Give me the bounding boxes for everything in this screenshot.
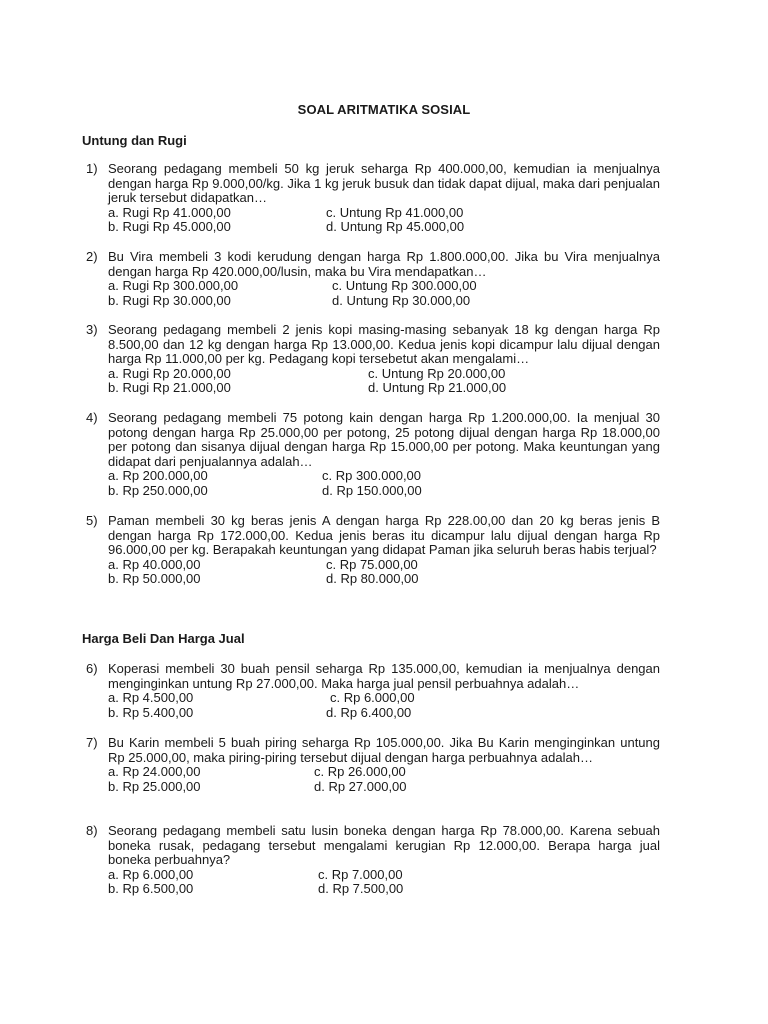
section-heading-harga-beli-jual: Harga Beli Dan Harga Jual <box>82 631 245 646</box>
answer-options <box>108 868 660 897</box>
option-c: c. Rp 26.000,00 <box>314 764 406 780</box>
option-d: d. Rp 6.400,00 <box>326 704 412 720</box>
question-number: 8) <box>86 823 98 838</box>
question-number: 3) <box>86 322 98 337</box>
question-number: 6) <box>86 661 98 676</box>
option-a: a. Rugi Rp 20.000,00 <box>108 365 231 381</box>
question-4 <box>86 411 660 498</box>
option-d: d. Untung Rp 45.000,00 <box>326 219 465 235</box>
question-text: Bu Karin membeli 5 buah piring seharga Rp 105.000,00. Jika Bu Karin menginginkan untung Rp 25.000,00, maka piring-piring tersebut dijual dengan harga perbuahnya adalah… <box>108 735 660 765</box>
option-a: a. Rp 4.500,00 <box>108 690 194 706</box>
question-2 <box>86 250 660 308</box>
option-a: a. Rugi Rp 41.000,00 <box>108 204 231 220</box>
option-b: b. Rp 250.000,00 <box>108 482 208 498</box>
option-a: a. Rugi Rp 300.000,00 <box>108 278 239 294</box>
question-8 <box>86 824 660 897</box>
question-number: 1) <box>86 161 98 176</box>
section-heading-untung-rugi: Untung dan Rugi <box>82 133 187 148</box>
question-1 <box>86 162 660 235</box>
option-b: b. Rp 50.000,00 <box>108 571 201 587</box>
page-title: SOAL ARITMATIKA SOSIAL <box>297 102 471 117</box>
option-c: c. Untung Rp 20.000,00 <box>368 365 506 381</box>
answer-options <box>108 279 660 308</box>
option-c: c. Rp 300.000,00 <box>322 468 422 484</box>
option-b: b. Rp 25.000,00 <box>108 778 201 794</box>
option-b: b. Rp 5.400,00 <box>108 704 194 720</box>
answer-options <box>108 206 660 235</box>
answer-options <box>108 469 660 498</box>
question-text: Koperasi membeli 30 buah pensil seharga Rp 135.000,00, kemudian ia menjualnya dengan menginginkan untung Rp 27.000,00. Maka harga jual pensil perbuahnya adalah… <box>108 661 660 691</box>
option-d: d. Rp 80.000,00 <box>326 571 419 587</box>
answer-options <box>108 691 660 720</box>
question-5 <box>86 514 660 587</box>
question-text: Seorang pedagang membeli 50 kg jeruk seharga Rp 400.000,00, kemudian ia menjualnya dengan harga Rp 9.000,00/kg. Jika 1 kg jeruk busuk dan tidak dapat dijual, maka dari penjualan jeruk tersebut didapatkan… <box>108 161 660 206</box>
option-c: c. Untung Rp 41.000,00 <box>326 204 464 220</box>
option-b: b. Rp 6.500,00 <box>108 881 194 897</box>
option-a: a. Rp 200.000,00 <box>108 468 208 484</box>
option-d: d. Rp 7.500,00 <box>318 881 404 897</box>
answer-options <box>108 558 660 587</box>
question-text: Seorang pedagang membeli 2 jenis kopi masing-masing sebanyak 18 kg dengan harga Rp 8.500,00 dan 12 kg dengan harga Rp 13.000,00. Kedua jenis kopi dicampur lalu dijual dengan harga Rp 11.000,00 per kg. Pedagang kopi tersebetut akan mengalami… <box>108 322 660 367</box>
option-d: d. Untung Rp 30.000,00 <box>332 292 471 308</box>
question-3 <box>86 323 660 396</box>
question-number: 7) <box>86 735 98 750</box>
option-b: b. Rugi Rp 45.000,00 <box>108 219 231 235</box>
question-text: Paman membeli 30 kg beras jenis A dengan harga Rp 228.00,00 dan 20 kg beras jenis B dengan harga Rp 172.000,00. Kedua jenis beras itu dicampur lalu dijual dengan harga Rp 96.000,00 per kg. Berapakah keuntungan yang didapat Paman jika seluruh beras habis terjual? <box>108 513 660 558</box>
option-a: a. Rp 40.000,00 <box>108 556 201 572</box>
question-7 <box>86 736 660 794</box>
option-c: c. Rp 7.000,00 <box>318 866 403 882</box>
option-d: d. Rp 150.000,00 <box>322 482 422 498</box>
option-c: c. Untung Rp 300.000,00 <box>332 278 477 294</box>
option-c: c. Rp 6.000,00 <box>330 690 415 706</box>
question-number: 5) <box>86 513 98 528</box>
option-d: d. Untung Rp 21.000,00 <box>368 380 507 396</box>
question-text: Seorang pedagang membeli 75 potong kain dengan harga Rp 1.200.000,00. Ia menjual 30 potong dengan harga Rp 25.000,00 per potong, 25 potong dijual dengan harga Rp 18.000,00 per potong dan sisanya dijual dengan harga Rp 15.000,00 per potong. Maka keuntungan yang didapat dari penjualannya adalah… <box>108 410 660 469</box>
question-number: 4) <box>86 410 98 425</box>
question-6 <box>86 662 660 720</box>
answer-options <box>108 367 660 396</box>
question-text: Seorang pedagang membeli satu lusin boneka dengan harga Rp 78.000,00. Karena sebuah boneka rusak, pedagang tersebut mengalami kerugian Rp 12.000,00. Berapa harga jual boneka perbuahnya? <box>108 823 660 868</box>
option-d: d. Rp 27.000,00 <box>314 778 407 794</box>
question-number: 2) <box>86 249 98 264</box>
option-c: c. Rp 75.000,00 <box>326 556 418 572</box>
option-b: b. Rugi Rp 30.000,00 <box>108 292 231 308</box>
option-a: a. Rp 6.000,00 <box>108 866 194 882</box>
option-b: b. Rugi Rp 21.000,00 <box>108 380 231 396</box>
question-text: Bu Vira membeli 3 kodi kerudung dengan harga Rp 1.800.000,00. Jika bu Vira menjualnya dengan harga Rp 420.000,00/lusin, maka bu Vira mendapatkan… <box>108 249 660 279</box>
option-a: a. Rp 24.000,00 <box>108 764 201 780</box>
answer-options <box>108 765 660 794</box>
